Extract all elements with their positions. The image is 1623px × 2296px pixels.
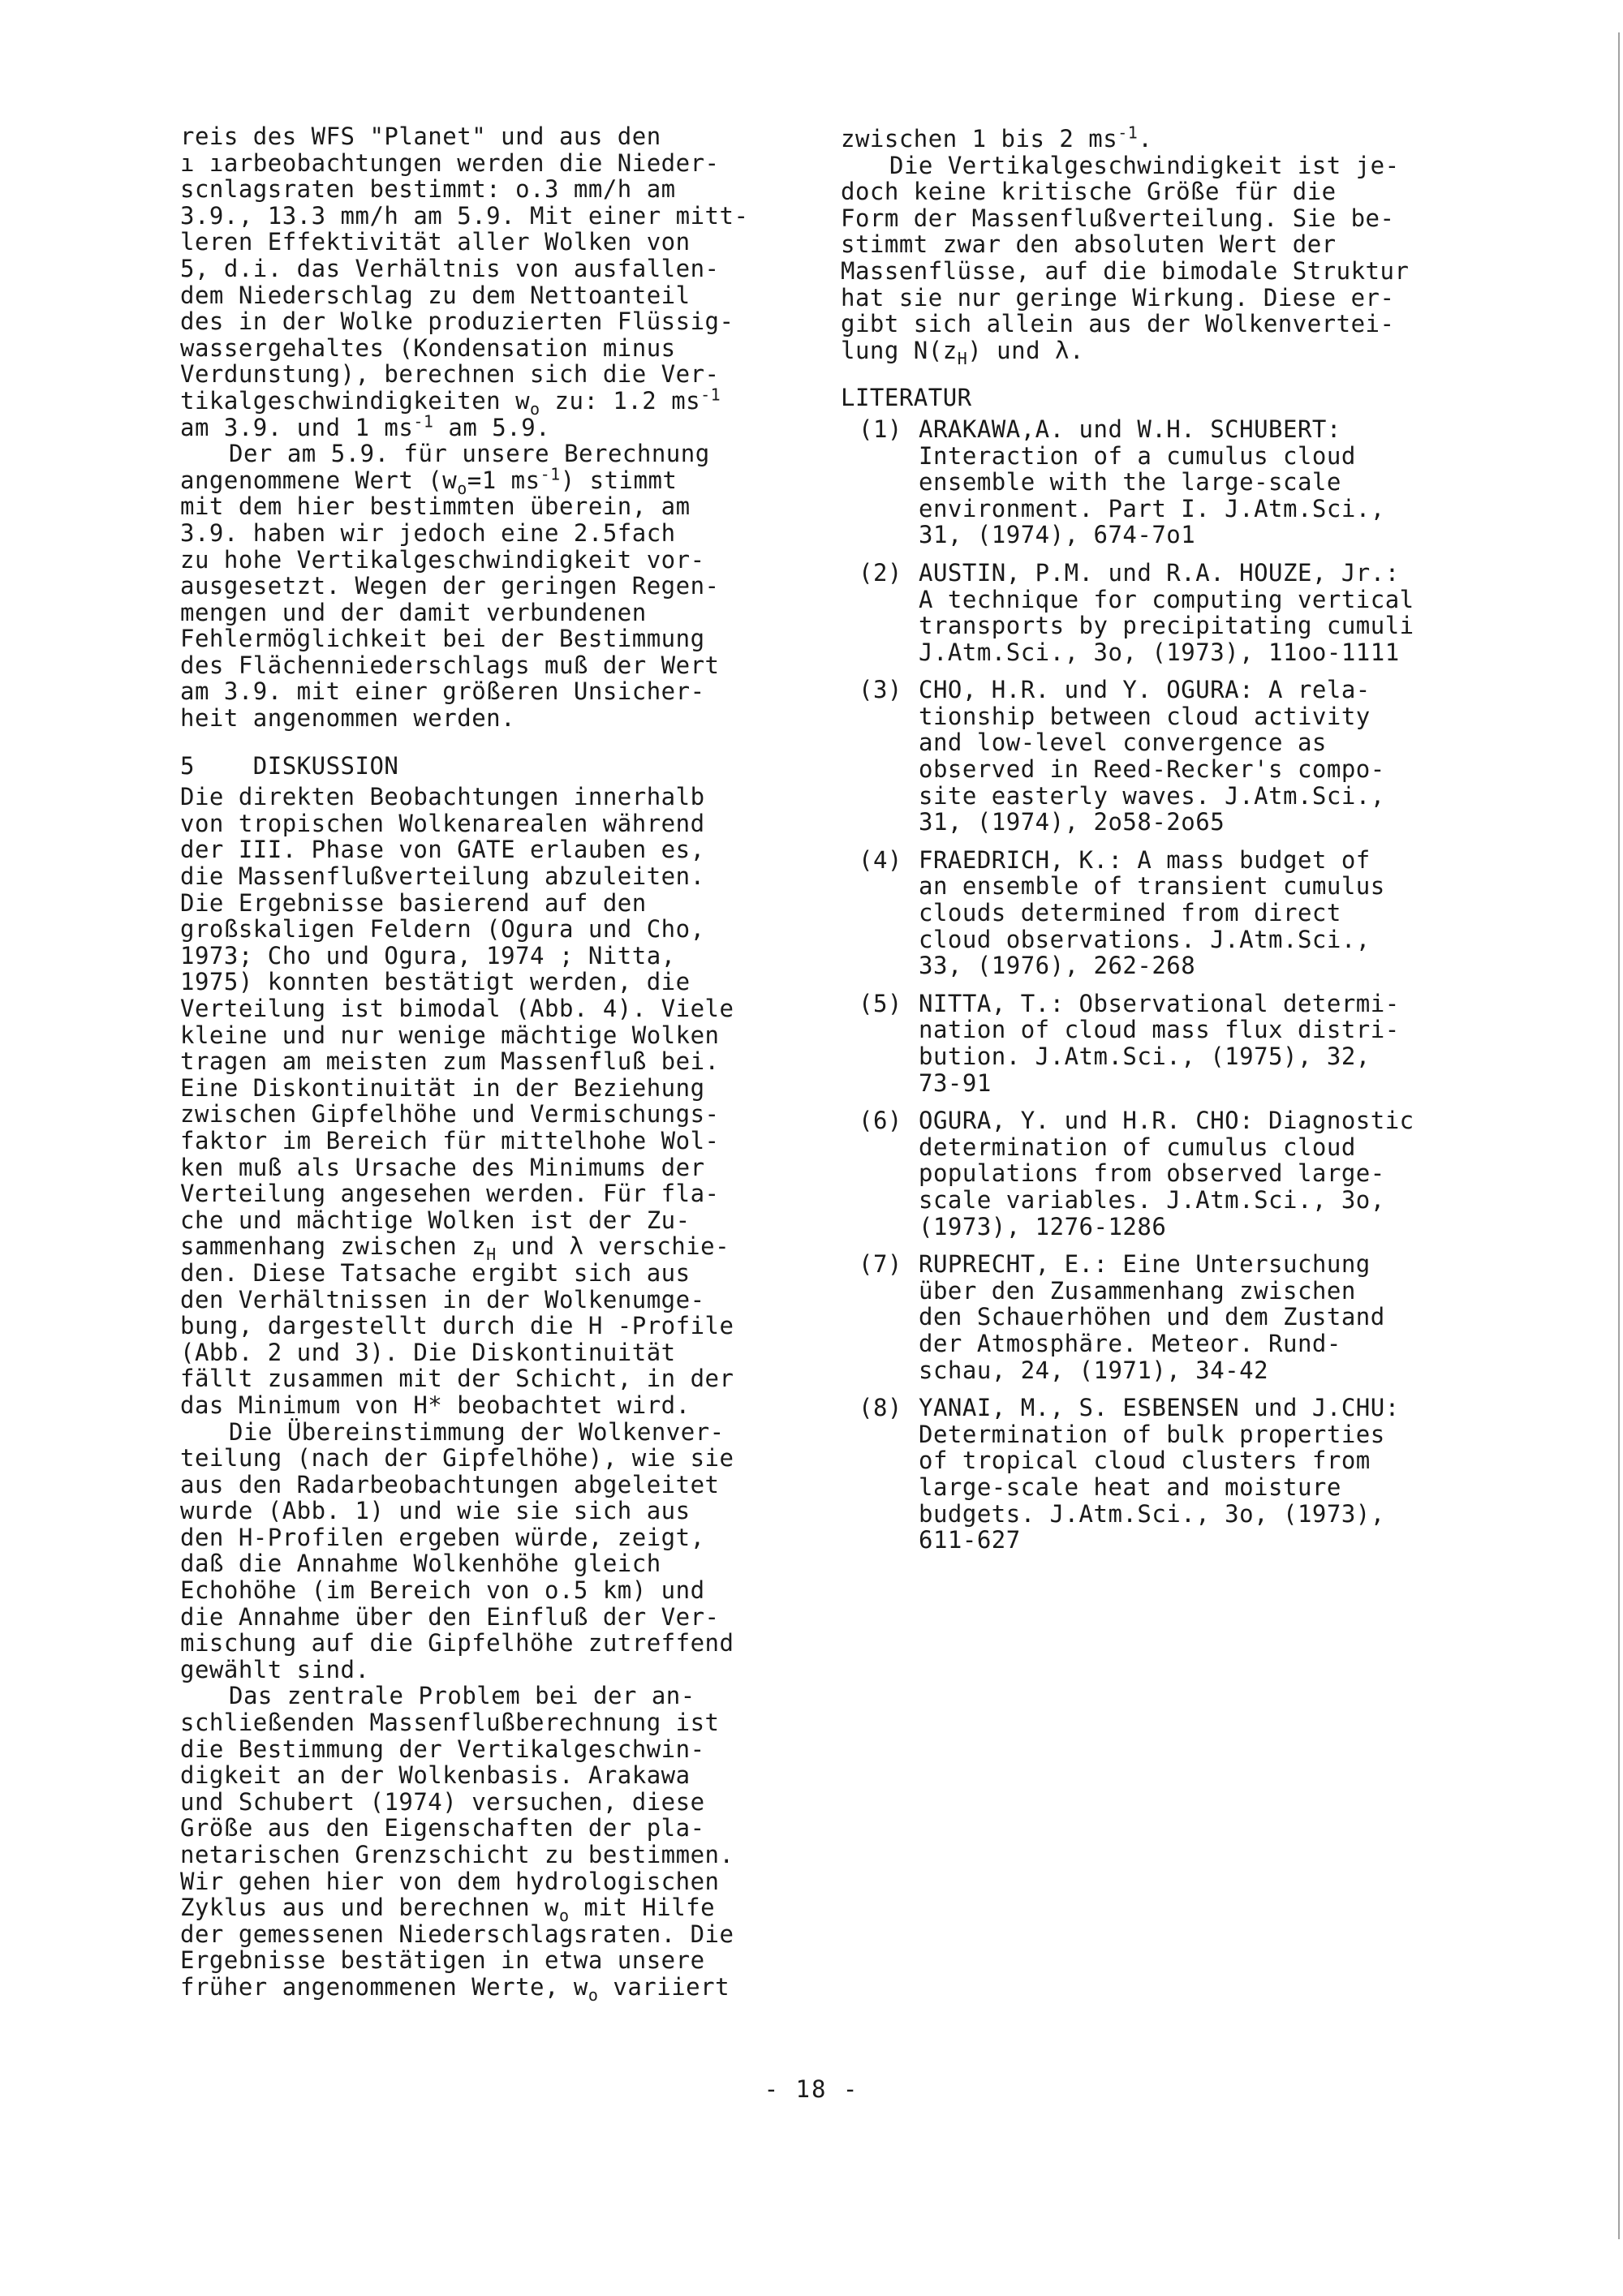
text-line: Ergebnisse bestätigen in etwa unsere (180, 1946, 705, 1975)
text-line: fällt zusammen mit der Schicht, in der (180, 1365, 734, 1393)
text-line: mit dem hier bestimmten überein, am (180, 492, 691, 521)
reference-number: (7) (859, 1250, 902, 1279)
text-line: 1975) konnten bestätigt werden, die (180, 968, 691, 996)
text-line: schließenden Massenflußberechnung ist (180, 1709, 720, 1737)
text-line: che und mächtige Wolken ist der Zu- (180, 1206, 691, 1234)
text-line: zwischen Gipfelhöhe und Vermischungs- (180, 1100, 720, 1129)
reference-line: der Atmosphäre. Meteor. Rund- (919, 1329, 1341, 1357)
text-line: digkeit an der Wolkenbasis. Arakawa (180, 1761, 691, 1790)
paragraph-agreement (180, 1419, 797, 1683)
text-line: stimmt zwar den absoluten Wert der (841, 230, 1337, 259)
reference-line: environment. Part I. J.Atm.Sci., (919, 494, 1385, 522)
reference-line: and low-level convergence as (919, 729, 1327, 757)
reference-line: RUPRECHT, E.: Eine Untersuchung (919, 1250, 1371, 1279)
reference-line: cloud observations. J.Atm.Sci., (919, 925, 1371, 953)
text-line: Wir gehen hier von dem hydrologischen (180, 1867, 720, 1895)
reference-line: YANAI, M., S. ESBENSEN und J.CHU: (919, 1394, 1400, 1422)
paragraph-discussion (180, 784, 797, 1418)
reference-line: clouds determined from direct (919, 899, 1341, 927)
text-line: Verteilung angesehen werden. Für fla- (180, 1180, 720, 1208)
text-line: heit angenommen werden. (180, 704, 516, 733)
text-line: den. Diese Tatsache ergibt sich aus (180, 1258, 691, 1287)
text-line: der III. Phase von GATE erlauben es, (180, 836, 705, 864)
text-line-zh: sammenhang zwischen $z_H$ und λ verschie- (180, 1232, 730, 1265)
text-line-continuation: zwischen 1 bis 2 $ms^{-1}$. (841, 123, 1153, 153)
reference-number: (2) (859, 558, 902, 587)
paragraph-lines (180, 1260, 797, 1419)
paragraph-lines (180, 1921, 797, 1974)
reference-number: (6) (859, 1107, 902, 1135)
text-line: teilung (nach der Gipfelhöhe), wie sie (180, 1444, 734, 1473)
reference-item (841, 416, 1474, 548)
paragraph-assumed-value (180, 441, 797, 732)
text-line: faktor im Bereich für mittelhohe Wol- (180, 1126, 720, 1154)
text-line: Massenflüsse, auf die bimodale Struktur (841, 256, 1410, 285)
reference-list (841, 416, 1474, 1554)
text-line: gewählt sind. (180, 1655, 370, 1683)
reference-line: budgets. J.Atm.Sci., 3o, (1973), (919, 1499, 1385, 1528)
text-line: 3.9., 13.3 mm/h am 5.9. Mit einer mitt- (180, 201, 749, 230)
reference-line: site easterly waves. J.Atm.Sci., (919, 781, 1385, 810)
page-number: - 18 - (764, 2075, 859, 2103)
text-line: wassergehaltes (Kondensation minus (180, 333, 676, 362)
text-line: Fehlermöglichkeit bei der Bestimmung (180, 625, 705, 653)
text-line: Die Ergebnisse basierend auf den (180, 888, 647, 917)
reference-item (841, 560, 1474, 665)
text-line: von tropischen Wolkenarealen während (180, 809, 705, 837)
text-line: dem Niederschlag zu dem Nettoanteil (180, 281, 691, 309)
text-line: des Flächenniederschlags muß der Wert (180, 651, 720, 679)
text-line: die Annahme über den Einfluß der Ver- (180, 1602, 720, 1631)
reference-line: 31, (1974), 2o58-2o65 (919, 808, 1225, 836)
text-line: Verdunstung), berechnen sich die Ver- (180, 360, 720, 389)
reference-line: über den Zusammenhang zwischen (919, 1276, 1356, 1305)
reference-line: of tropical cloud clusters from (919, 1447, 1371, 1475)
reference-item (841, 1395, 1474, 1554)
reference-text (919, 677, 1474, 836)
reference-line: Interaction of a cumulus cloud (919, 441, 1356, 470)
paragraph-lines (180, 1683, 797, 1894)
text-line: Echohöhe (im Bereich von o.5 km) und (180, 1576, 705, 1605)
text-line-wo: Zyklus aus und berechnen $w_o$ mit Hilfe (180, 1894, 716, 1925)
reference-number: (8) (859, 1394, 902, 1422)
paragraph-radar-observations (180, 123, 797, 441)
text-line: 3.9. haben wir jedoch eine 2.5fach (180, 518, 676, 547)
text-line: Die Übereinstimmung der Wolkenver- (229, 1417, 725, 1446)
paragraph-lines (180, 1419, 797, 1683)
text-line: die Massenflußverteilung abzuleiten. (180, 862, 705, 891)
text-line: hat sie nur geringe Wirkung. Diese er- (841, 283, 1395, 312)
text-line: Die Vertikalgeschwindigkeit ist je- (889, 151, 1400, 179)
reference-line: J.Atm.Sci., 3o, (1973), 11oo-1111 (919, 638, 1400, 666)
reference-line: schau, 24, (1971), 34-42 (919, 1356, 1269, 1384)
text-line: leren Effektivität aller Wolken von (180, 228, 691, 256)
text-line: ı ıarbeobachtungen werden die Nieder- (180, 148, 720, 177)
text-line: 5, d.i. das Verhältnis von ausfallen- (180, 254, 720, 282)
text-line-date-values: am 3.9. und 1 $ms^{-1}$ am 5.9. (180, 411, 551, 441)
reference-line: nation of cloud mass flux distri- (919, 1016, 1400, 1044)
text-line: netarischen Grenzschicht zu bestimmen. (180, 1841, 734, 1868)
text-line: scnlagsraten bestimmt: o.3 mm/h am (180, 175, 676, 204)
text-line: aus den Radarbeobachtungen abgeleitet (180, 1470, 720, 1498)
reference-line: (1973), 1276-1286 (919, 1212, 1167, 1240)
text-line: Der am 5.9. für unsere Berechnung (229, 440, 710, 468)
text-line: ausgesetzt. Wegen der geringen Regen- (180, 572, 720, 600)
reference-line: CHO, H.R. und Y. OGURA: A rela- (919, 676, 1371, 704)
text-line: gibt sich allein aus der Wolkenvertei- (841, 310, 1395, 338)
reference-line: scale variables. J.Atm.Sci., 3o, (919, 1185, 1385, 1214)
text-line: Das zentrale Problem bei der an- (229, 1682, 695, 1710)
text-line: doch keine kritische Größe für die (841, 178, 1337, 206)
reference-text (919, 560, 1474, 665)
paragraph-bimodal (841, 151, 1474, 368)
text-line: den Verhältnissen in der Wolkenumge- (180, 1285, 705, 1314)
text-line-distribution: lung $N(z_H)$ und λ. (841, 336, 1084, 368)
reference-text (919, 991, 1474, 1096)
text-line: 1973; Cho und Ogura, 1974 ; Nitta, (180, 941, 676, 970)
reference-line: 31, (1974), 674-7o1 (919, 521, 1196, 549)
reference-line: ensemble with the large-scale (919, 468, 1341, 497)
text-line: Eine Diskontinuität in der Beziehung (180, 1073, 705, 1102)
text-line: wurde (Abb. 1) und wie sie sich aus (180, 1497, 691, 1525)
reference-line: transports by precipitating cumuli (919, 612, 1414, 640)
reference-line: an ensemble of transient cumulus (919, 872, 1385, 901)
text-line: kleine und nur wenige mächtige Wolken (180, 1021, 720, 1049)
reference-line: determination of cumulus cloud (919, 1133, 1356, 1161)
text-line: mengen und der damit verbundenen (180, 598, 647, 626)
reference-text (919, 1251, 1474, 1383)
text-line-vertical-velocity: tikalgeschwindigkeiten $w_o$ zu: 1.2 $ms^{-1}$ (180, 385, 721, 419)
text-line: das Minimum von H* beobachtet wird. (180, 1391, 691, 1419)
text-line: reis des WFS "Planet" und aus den (180, 123, 661, 150)
reference-text (919, 1107, 1474, 1240)
text-line: der gemessenen Niederschlagsraten. Die (180, 1920, 734, 1948)
paragraph-lines (180, 123, 797, 388)
text-line: zu hohe Vertikalgeschwindigkeit vor- (180, 545, 705, 574)
text-line: Form der Massenflußverteilung. Sie be- (841, 204, 1395, 232)
reference-line: 73-91 (919, 1068, 992, 1097)
text-line: am 3.9. mit einer größeren Unsicher- (180, 677, 705, 706)
reference-text (919, 1395, 1474, 1554)
reference-line: AUSTIN, P.M. und R.A. HOUZE, Jr.: (919, 558, 1400, 587)
text-line: des in der Wolke produzierten Flüssig- (180, 307, 734, 336)
text-line: die Bestimmung der Vertikalgeschwin- (180, 1735, 705, 1763)
reference-line: OGURA, Y. und H.R. CHO: Diagnostic (919, 1107, 1414, 1135)
reference-item (841, 677, 1474, 836)
reference-line: populations from observed large- (919, 1159, 1385, 1188)
reference-item (841, 991, 1474, 1096)
reference-line: tionship between cloud activity (919, 702, 1371, 730)
reference-number: (5) (859, 989, 902, 1017)
paragraph-lines (180, 784, 797, 1233)
reference-item (841, 1107, 1474, 1240)
reference-line: bution. J.Atm.Sci., (1975), 32, (919, 1043, 1371, 1070)
reference-item (841, 847, 1474, 979)
margin-scan-line (1618, 32, 1620, 2239)
reference-number: (3) (859, 676, 902, 704)
reference-text (919, 847, 1474, 979)
text-line: tragen am meisten zum Massenfluß bei. (180, 1047, 720, 1076)
right-column (841, 123, 1474, 1565)
literature-heading: LITERATUR (841, 384, 972, 412)
paragraph-central-problem (180, 1682, 797, 2005)
text-line: ken muß als Ursache des Minimums der (180, 1153, 705, 1181)
text-line-assumed-w: angenommene Wert ($w_o=1$ $ms^{-1}$) stimmt (180, 464, 678, 498)
text-line: daß die Annahme Wolkenhöhe gleich (180, 1550, 661, 1578)
text-line: und Schubert (1974) versuchen, diese (180, 1787, 705, 1816)
reference-line: large-scale heat and moisture (919, 1473, 1341, 1501)
paragraph-lines (180, 493, 797, 731)
reference-line: NITTA, T.: Observational determi- (919, 989, 1400, 1017)
left-column (180, 123, 797, 2005)
reference-line: den Schauerhöhen und dem Zustand (919, 1303, 1385, 1331)
reference-line: observed in Reed-Recker's compo- (919, 755, 1385, 784)
reference-number: (1) (859, 415, 902, 443)
text-line: mischung auf die Gipfelhöhe zutreffend (180, 1629, 734, 1658)
reference-line: FRAEDRICH, K.: A mass budget of (919, 845, 1371, 874)
paragraph-lines (841, 153, 1474, 338)
text-line: großskaligen Feldern (Ogura und Cho, (180, 915, 705, 944)
reference-line: Determination of bulk properties (919, 1420, 1385, 1448)
text-line-wo-varies: früher angenommenen Werte, $w_o$ variiert (180, 1972, 730, 2005)
section-heading-diskussion: 5 DISKUSSION (180, 751, 399, 780)
text-line: Die direkten Beobachtungen innerhalb (180, 783, 705, 811)
reference-text (919, 416, 1474, 548)
reference-line: 33, (1976), 262-268 (919, 952, 1196, 980)
text-line: (Abb. 2 und 3). Die Diskontinuität (180, 1338, 676, 1366)
reference-item (841, 1251, 1474, 1383)
text-line: Verteilung ist bimodal (Abb. 4). Viele (180, 995, 734, 1022)
text-line: bung, dargestellt durch die H -Profile (180, 1312, 734, 1340)
reference-number: (4) (859, 845, 902, 874)
text-line: Größe aus den Eigenschaften der pla- (180, 1814, 705, 1842)
text-line: den H-Profilen ergeben würde, zeigt, (180, 1523, 705, 1551)
reference-line: 611-627 (919, 1526, 1021, 1554)
reference-line: ARAKAWA,A. und W.H. SCHUBERT: (919, 415, 1341, 443)
reference-line: A technique for computing vertical (919, 585, 1414, 613)
